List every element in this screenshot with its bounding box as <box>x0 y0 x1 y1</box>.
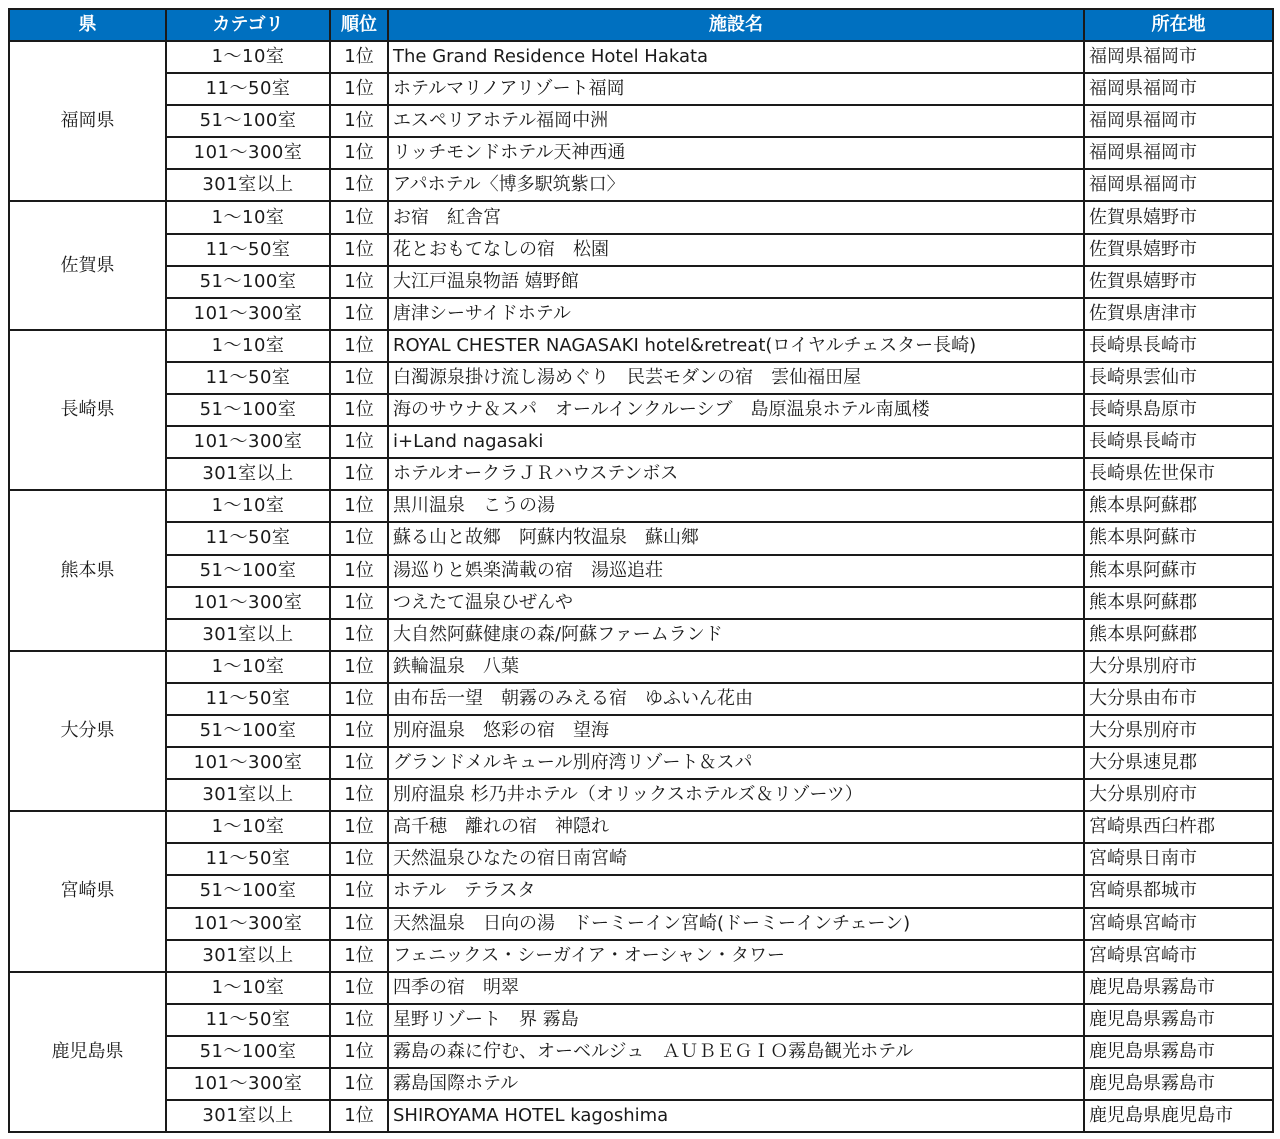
category-cell: 301室以上 <box>167 941 329 971</box>
location-cell: 熊本県阿蘇郡 <box>1085 620 1272 650</box>
header-row <box>10 10 1272 40</box>
location-cell: 佐賀県唐津市 <box>1085 299 1272 329</box>
table-row <box>10 941 1272 971</box>
table-row <box>10 427 1272 457</box>
table-row <box>10 909 1272 939</box>
rank-cell: 1位 <box>331 716 387 746</box>
table-row <box>10 395 1272 425</box>
facility-name-cell: 別府温泉 悠彩の宿 望海 <box>389 716 1083 746</box>
table-row <box>10 42 1272 72</box>
facility-name-cell: 天然温泉 日向の湯 ドーミーイン宮崎(ドーミーインチェーン) <box>389 909 1083 939</box>
facility-name-cell: 霧島国際ホテル <box>389 1069 1083 1099</box>
rank-cell: 1位 <box>331 684 387 714</box>
category-cell: 51～100室 <box>167 1037 329 1067</box>
table-row <box>10 170 1272 200</box>
category-cell: 301室以上 <box>167 459 329 489</box>
rank-cell: 1位 <box>331 74 387 104</box>
location-cell: 熊本県阿蘇市 <box>1085 523 1272 553</box>
prefecture-cell: 福岡県 <box>10 42 165 200</box>
rank-cell: 1位 <box>331 1069 387 1099</box>
location-cell: 福岡県福岡市 <box>1085 74 1272 104</box>
table-row <box>10 876 1272 906</box>
table-row <box>10 748 1272 778</box>
table-row <box>10 620 1272 650</box>
facility-name-cell: 四季の宿 明翠 <box>389 973 1083 1003</box>
table-row <box>10 1101 1272 1131</box>
location-cell: 大分県別府市 <box>1085 652 1272 682</box>
location-cell: 熊本県阿蘇郡 <box>1085 588 1272 618</box>
table-row <box>10 588 1272 618</box>
facility-name-cell: エスペリアホテル福岡中洲 <box>389 106 1083 136</box>
rank-cell: 1位 <box>331 620 387 650</box>
location-cell: 鹿児島県鹿児島市 <box>1085 1101 1272 1131</box>
location-cell: 佐賀県嬉野市 <box>1085 202 1272 232</box>
facility-name-cell: The Grand Residence Hotel Hakata <box>389 42 1083 72</box>
facility-name-cell: 黒川温泉 こうの湯 <box>389 491 1083 521</box>
location-cell: 長崎県雲仙市 <box>1085 363 1272 393</box>
category-cell: 301室以上 <box>167 1101 329 1131</box>
category-cell: 301室以上 <box>167 620 329 650</box>
category-cell: 101～300室 <box>167 138 329 168</box>
category-cell: 1～10室 <box>167 331 329 361</box>
location-cell: 鹿児島県霧島市 <box>1085 1069 1272 1099</box>
prefecture-cell: 大分県 <box>10 652 165 810</box>
location-cell: 鹿児島県霧島市 <box>1085 973 1272 1003</box>
facility-name-cell: 別府温泉 杉乃井ホテル（オリックスホテルズ＆リゾーツ） <box>389 780 1083 810</box>
table-row <box>10 812 1272 842</box>
rank-cell: 1位 <box>331 138 387 168</box>
table-row <box>10 1069 1272 1099</box>
table-row <box>10 491 1272 521</box>
category-cell: 51～100室 <box>167 716 329 746</box>
rank-cell: 1位 <box>331 844 387 874</box>
category-cell: 11～50室 <box>167 74 329 104</box>
rank-cell: 1位 <box>331 780 387 810</box>
table-row <box>10 331 1272 361</box>
category-cell: 1～10室 <box>167 973 329 1003</box>
header-prefecture: 県 <box>10 10 165 40</box>
rank-cell: 1位 <box>331 941 387 971</box>
rank-cell: 1位 <box>331 1005 387 1035</box>
rank-cell: 1位 <box>331 812 387 842</box>
rank-cell: 1位 <box>331 652 387 682</box>
header-facility: 施設名 <box>389 10 1083 40</box>
table-row <box>10 235 1272 265</box>
location-cell: 長崎県佐世保市 <box>1085 459 1272 489</box>
category-cell: 11～50室 <box>167 844 329 874</box>
facility-name-cell: 花とおもてなしの宿 松園 <box>389 235 1083 265</box>
rank-cell: 1位 <box>331 106 387 136</box>
table-row <box>10 844 1272 874</box>
facility-name-cell: 鉄輪温泉 八葉 <box>389 652 1083 682</box>
table-row <box>10 523 1272 553</box>
location-cell: 佐賀県嬉野市 <box>1085 235 1272 265</box>
rank-cell: 1位 <box>331 395 387 425</box>
category-cell: 101～300室 <box>167 909 329 939</box>
prefecture-cell: 宮崎県 <box>10 812 165 970</box>
category-cell: 51～100室 <box>167 267 329 297</box>
table-row <box>10 716 1272 746</box>
rank-cell: 1位 <box>331 909 387 939</box>
facility-name-cell: お宿 紅舎宮 <box>389 202 1083 232</box>
category-cell: 101～300室 <box>167 748 329 778</box>
facility-name-cell: i+Land nagasaki <box>389 427 1083 457</box>
table-row <box>10 299 1272 329</box>
facility-name-cell: つえたて温泉ひぜんや <box>389 588 1083 618</box>
rank-cell: 1位 <box>331 202 387 232</box>
location-cell: 宮崎県宮崎市 <box>1085 941 1272 971</box>
category-cell: 51～100室 <box>167 106 329 136</box>
rank-cell: 1位 <box>331 42 387 72</box>
table-body <box>10 42 1272 1131</box>
rank-cell: 1位 <box>331 588 387 618</box>
table-row <box>10 973 1272 1003</box>
table-row <box>10 684 1272 714</box>
table-row <box>10 267 1272 297</box>
facility-name-cell: 湯巡りと娯楽満載の宿 湯巡追荘 <box>389 556 1083 586</box>
facility-name-cell: ホテルオークラＪＲハウステンボス <box>389 459 1083 489</box>
location-cell: 大分県別府市 <box>1085 716 1272 746</box>
location-cell: 宮崎県日南市 <box>1085 844 1272 874</box>
location-cell: 長崎県長崎市 <box>1085 427 1272 457</box>
facility-name-cell: 唐津シーサイドホテル <box>389 299 1083 329</box>
header-location: 所在地 <box>1085 10 1272 40</box>
facility-name-cell: 高千穂 離れの宿 神隠れ <box>389 812 1083 842</box>
prefecture-cell: 佐賀県 <box>10 202 165 328</box>
location-cell: 大分県別府市 <box>1085 780 1272 810</box>
facility-name-cell: リッチモンドホテル天神西通 <box>389 138 1083 168</box>
rank-cell: 1位 <box>331 267 387 297</box>
facility-name-cell: 星野リゾート 界 霧島 <box>389 1005 1083 1035</box>
rank-cell: 1位 <box>331 299 387 329</box>
category-cell: 11～50室 <box>167 235 329 265</box>
category-cell: 1～10室 <box>167 491 329 521</box>
facility-name-cell: アパホテル〈博多駅筑紫口〉 <box>389 170 1083 200</box>
location-cell: 宮崎県西臼杵郡 <box>1085 812 1272 842</box>
facility-name-cell: グランドメルキュール別府湾リゾート＆スパ <box>389 748 1083 778</box>
table-row <box>10 106 1272 136</box>
facility-name-cell: 由布岳一望 朝霧のみえる宿 ゆふいん花由 <box>389 684 1083 714</box>
location-cell: 宮崎県都城市 <box>1085 876 1272 906</box>
location-cell: 鹿児島県霧島市 <box>1085 1005 1272 1035</box>
rank-cell: 1位 <box>331 427 387 457</box>
table-row <box>10 74 1272 104</box>
rank-cell: 1位 <box>331 748 387 778</box>
facility-name-cell: 海のサウナ＆スパ オールインクルーシブ 島原温泉ホテル南風楼 <box>389 395 1083 425</box>
location-cell: 鹿児島県霧島市 <box>1085 1037 1272 1067</box>
category-cell: 11～50室 <box>167 363 329 393</box>
ranking-table <box>8 8 1274 1133</box>
table-row <box>10 556 1272 586</box>
table-row <box>10 652 1272 682</box>
table-row <box>10 1005 1272 1035</box>
header-category: カテゴリ <box>167 10 329 40</box>
facility-name-cell: フェニックス・シーガイア・オーシャン・タワー <box>389 941 1083 971</box>
table-header <box>10 10 1272 40</box>
category-cell: 101～300室 <box>167 588 329 618</box>
rank-cell: 1位 <box>331 876 387 906</box>
facility-name-cell: 霧島の森に佇む、オーベルジュ ＡＵＢＥＧＩＯ霧島観光ホテル <box>389 1037 1083 1067</box>
facility-name-cell: ホテル テラスタ <box>389 876 1083 906</box>
location-cell: 宮崎県宮崎市 <box>1085 909 1272 939</box>
rank-cell: 1位 <box>331 556 387 586</box>
rank-cell: 1位 <box>331 235 387 265</box>
rank-cell: 1位 <box>331 973 387 1003</box>
category-cell: 1～10室 <box>167 812 329 842</box>
category-cell: 301室以上 <box>167 780 329 810</box>
facility-name-cell: 大自然阿蘇健康の森/阿蘇ファームランド <box>389 620 1083 650</box>
facility-name-cell: ホテルマリノアリゾート福岡 <box>389 74 1083 104</box>
facility-name-cell: SHIROYAMA HOTEL kagoshima <box>389 1101 1083 1131</box>
rank-cell: 1位 <box>331 170 387 200</box>
location-cell: 福岡県福岡市 <box>1085 42 1272 72</box>
rank-cell: 1位 <box>331 1037 387 1067</box>
category-cell: 1～10室 <box>167 42 329 72</box>
category-cell: 1～10室 <box>167 202 329 232</box>
table-row <box>10 138 1272 168</box>
location-cell: 長崎県島原市 <box>1085 395 1272 425</box>
category-cell: 301室以上 <box>167 170 329 200</box>
table-row <box>10 1037 1272 1067</box>
facility-name-cell: 大江戸温泉物語 嬉野館 <box>389 267 1083 297</box>
category-cell: 51～100室 <box>167 556 329 586</box>
facility-name-cell: 蘇る山と故郷 阿蘇内牧温泉 蘇山郷 <box>389 523 1083 553</box>
category-cell: 11～50室 <box>167 1005 329 1035</box>
location-cell: 福岡県福岡市 <box>1085 106 1272 136</box>
header-rank: 順位 <box>331 10 387 40</box>
location-cell: 長崎県長崎市 <box>1085 331 1272 361</box>
location-cell: 熊本県阿蘇市 <box>1085 556 1272 586</box>
location-cell: 熊本県阿蘇郡 <box>1085 491 1272 521</box>
rank-cell: 1位 <box>331 363 387 393</box>
category-cell: 101～300室 <box>167 1069 329 1099</box>
category-cell: 101～300室 <box>167 299 329 329</box>
rank-cell: 1位 <box>331 331 387 361</box>
category-cell: 51～100室 <box>167 876 329 906</box>
prefecture-cell: 長崎県 <box>10 331 165 489</box>
ranking-table-container <box>8 8 1274 1133</box>
rank-cell: 1位 <box>331 523 387 553</box>
category-cell: 51～100室 <box>167 395 329 425</box>
table-row <box>10 780 1272 810</box>
facility-name-cell: 天然温泉ひなたの宿日南宮崎 <box>389 844 1083 874</box>
rank-cell: 1位 <box>331 1101 387 1131</box>
table-row <box>10 459 1272 489</box>
location-cell: 福岡県福岡市 <box>1085 170 1272 200</box>
location-cell: 福岡県福岡市 <box>1085 138 1272 168</box>
category-cell: 1～10室 <box>167 652 329 682</box>
location-cell: 大分県速見郡 <box>1085 748 1272 778</box>
location-cell: 佐賀県嬉野市 <box>1085 267 1272 297</box>
category-cell: 11～50室 <box>167 523 329 553</box>
rank-cell: 1位 <box>331 491 387 521</box>
rank-cell: 1位 <box>331 459 387 489</box>
prefecture-cell: 熊本県 <box>10 491 165 649</box>
facility-name-cell: ROYAL CHESTER NAGASAKI hotel&retreat(ロイヤルチェスター長崎) <box>389 331 1083 361</box>
table-row <box>10 363 1272 393</box>
location-cell: 大分県由布市 <box>1085 684 1272 714</box>
facility-name-cell: 白濁源泉掛け流し湯めぐり 民芸モダンの宿 雲仙福田屋 <box>389 363 1083 393</box>
category-cell: 11～50室 <box>167 684 329 714</box>
table-row <box>10 202 1272 232</box>
prefecture-cell: 鹿児島県 <box>10 973 165 1131</box>
category-cell: 101～300室 <box>167 427 329 457</box>
